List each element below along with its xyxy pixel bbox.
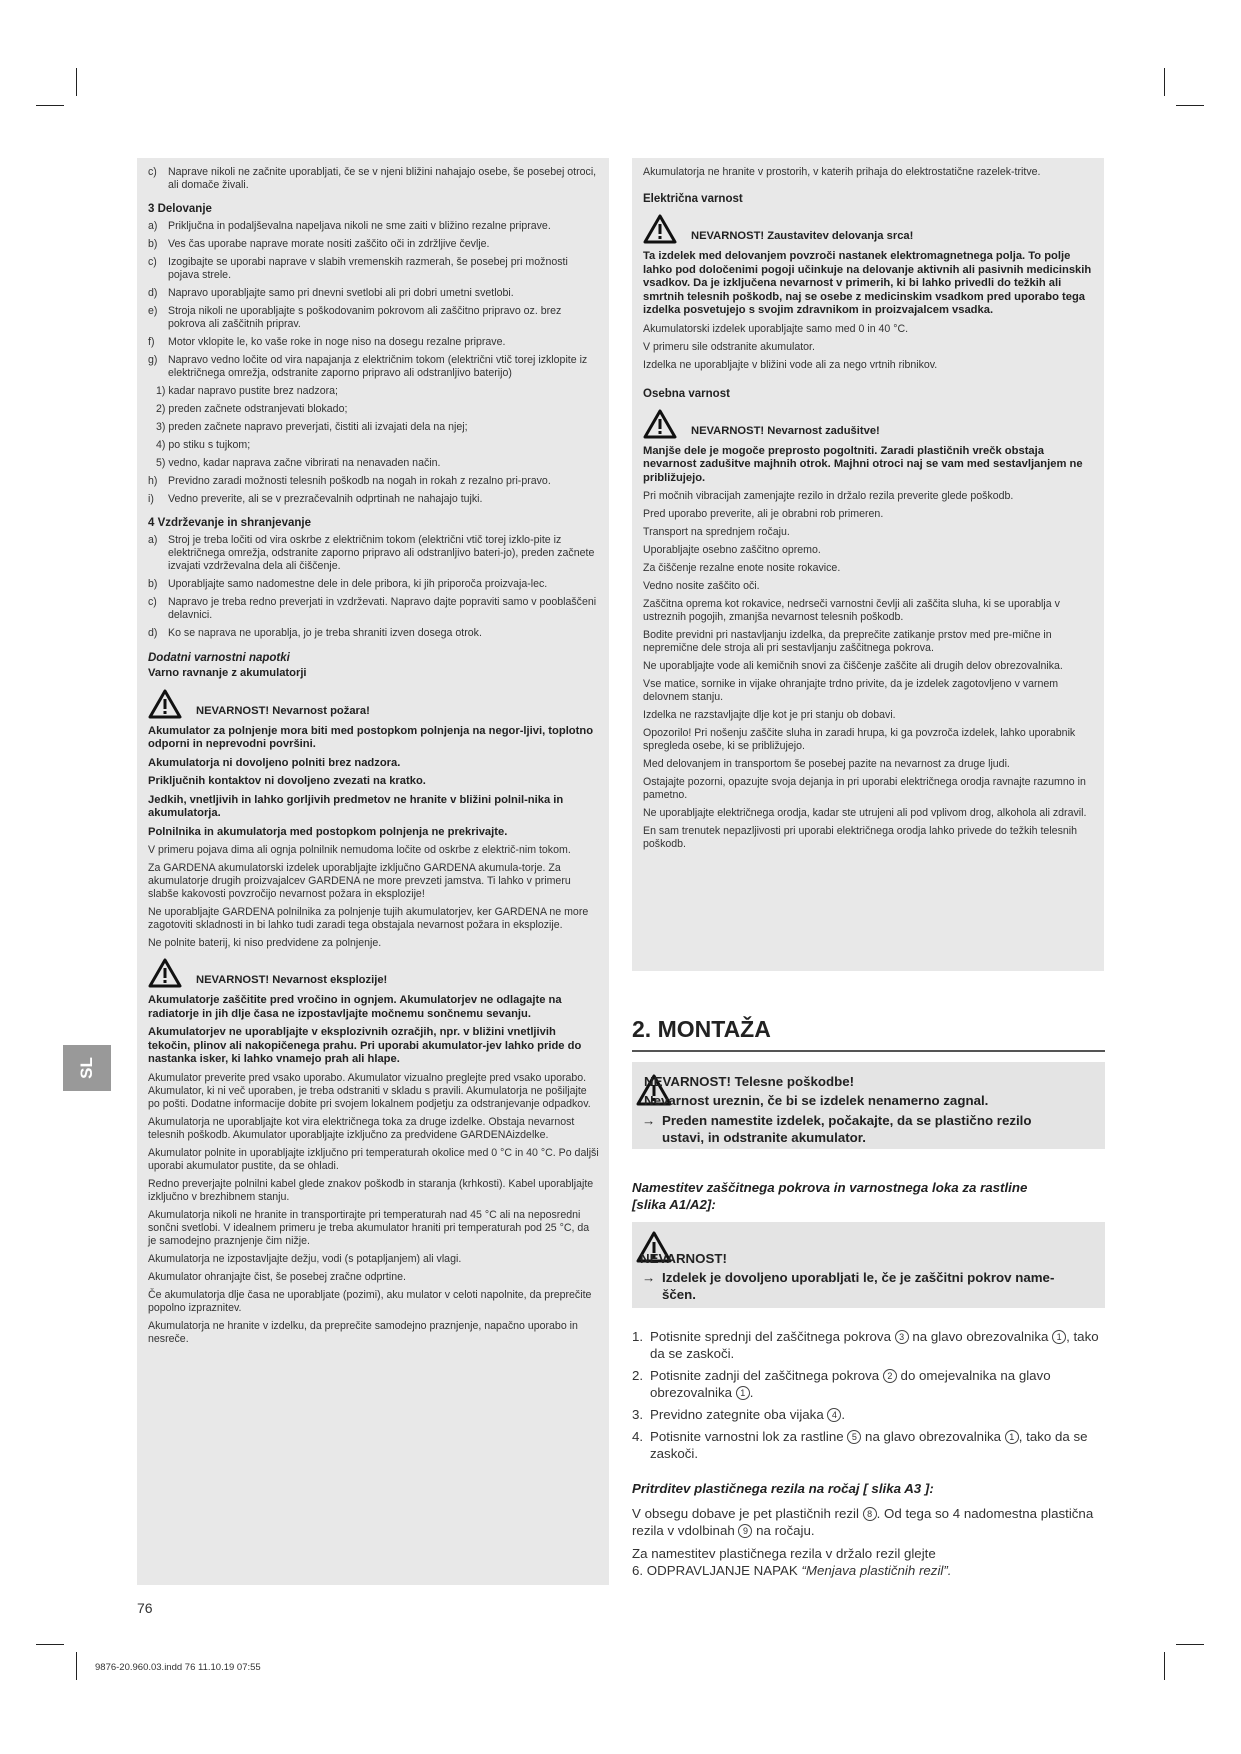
part-number: 4 bbox=[827, 1408, 841, 1422]
sub-item: 1) kadar napravo pustite brez nadzora; bbox=[156, 385, 338, 397]
paragraph: Akumulatorja ne izpostavljajte dežju, vodi (s potapljanjem) ali vlagi. bbox=[148, 1252, 462, 1265]
crop-mark bbox=[1164, 1652, 1165, 1680]
part-number: 2 bbox=[883, 1369, 897, 1383]
list-item bbox=[632, 1406, 1104, 1423]
sub-item: 2) preden začnete odstranjevati blokado; bbox=[156, 403, 348, 415]
list-item bbox=[632, 1367, 1104, 1401]
warning-text: ustavi, in odstranite akumulator. bbox=[662, 1130, 866, 1145]
warning-triangle-icon bbox=[148, 689, 182, 719]
blade-heading: Pritrditev plastičnega rezila na ročaj [ slika A3 ]: bbox=[632, 1481, 934, 1496]
paragraph bbox=[632, 1505, 1104, 1539]
section-heading: 3 Delovanje bbox=[148, 203, 212, 215]
paragraph: Za čiščenje rezalne enote nosite rokavice. bbox=[643, 562, 841, 574]
list-item: c) Izogibajte se uporabi naprave v slabih vremenskih razmerah, še posebej pri možnosti pojava strele. bbox=[148, 256, 568, 281]
paragraph: Izdelka ne razstavljajte dlje kot je pri stanju ob dobavi. bbox=[643, 709, 896, 721]
part-number: 1 bbox=[736, 1386, 750, 1400]
list-item: e) Stroja nikoli ne uporabljajte s poškodovanim pokrovom ali zaščitno pripravo oz. brez pokrova ali zaščitnih priprav. bbox=[148, 305, 562, 330]
paragraph: Akumulatorja nikoli ne hranite in transportirajte pri temperaturah nad 45 °C ali na neposredni sončni svetlobi. V idealnem primeru je treba akumulator hraniti pri temperaturah pod 25 °C, da je samodejno praznjenje čim nižje. bbox=[148, 1208, 590, 1247]
left-column bbox=[148, 166, 600, 1351]
warning-text: ščen. bbox=[662, 1287, 697, 1302]
paragraph: Ostajajte pozorni, opazujte svoja dejanja in pri uporabi električnega orodja ravnajte razumno in pametno. bbox=[643, 776, 1086, 801]
warning-text: Akumulator za polnjenje mora biti med postopkom polnjenja na negor-ljivi, toplotno odporni in neprevodni površini. bbox=[148, 724, 594, 750]
fire-warning bbox=[148, 691, 600, 721]
arrow-icon: → bbox=[642, 1113, 656, 1128]
explosion-warning bbox=[148, 960, 600, 990]
step-text: Previdno zategnite oba vijaka bbox=[650, 1407, 824, 1422]
blade-section bbox=[632, 1480, 1104, 1579]
sub-item: 5) vedno, kadar naprava začne vibrirati na nenavaden način. bbox=[156, 457, 441, 469]
sub-item: 4) po stiku s tujkom; bbox=[156, 439, 251, 451]
crop-mark bbox=[36, 1644, 64, 1645]
warning-text: Akumulatorjev ne uporabljajte v eksplozivnih ozračjih, npr. v bližini vnetljivih tekočin, plinov ali nakopičenega prahu. Pri uporabi akumulator-jev lahko pride do nastanka isker, ki lahko vnamejo prah ali hlape. bbox=[148, 1026, 582, 1065]
paragraph: Akumulatorski izdelek uporabljajte samo med 0 in 40 °C. bbox=[643, 322, 909, 335]
warning-triangle-icon bbox=[643, 214, 677, 244]
warning-text: Manjše dele je mogoče preprosto pogoltniti. Zaradi plastičnih vrečk obstaja nevarnost zadušitve majhnih otrok. Majhni otroci naj se vam med sestavljanjem ne približujejo. bbox=[643, 444, 1083, 484]
section-title: 2. MONTAŽA bbox=[632, 1016, 771, 1042]
paragraph: Opozorilo! Pri nošenju zaščite sluha in zaradi hrupa, ki ga povzroča izdelek, lahko uporabnik spregleda osebe, ki se približujejo. bbox=[643, 727, 1076, 752]
subsection-heading: Osebna varnost bbox=[643, 387, 730, 400]
warning-text: Polnilnika in akumulatorja med postopkom polnjenja ne prekrivajte. bbox=[148, 825, 508, 838]
list-item bbox=[632, 1428, 1104, 1462]
step-number: 2. bbox=[632, 1368, 644, 1383]
step-text: do omejevalnika na glavo obrezovalnika bbox=[650, 1368, 1051, 1400]
language-tab: SL bbox=[63, 1045, 111, 1091]
list-item: d) Ko se naprava ne uporablja, jo je treba shraniti izven dosega otrok. bbox=[148, 627, 482, 639]
paragraph: Ne uporabljajte električnega orodja, kadar ste utrujeni ali pod vplivom drog, alkohola ali zdravil. bbox=[643, 807, 1087, 819]
cross-reference: “Menjava plastičnih rezil”. bbox=[801, 1563, 952, 1578]
section-rule bbox=[632, 1050, 1105, 1052]
crop-mark bbox=[1176, 105, 1204, 106]
warning-text: Akumulatorje zaščitite pred vročino in ognjem. Akumulatorjev ne odlagajte na radiatorje in jih dlje časa ne izpostavljajte močnemu sončnemu sevanju. bbox=[148, 994, 562, 1020]
subsection-heading: Varno ravnanje z akumulatorji bbox=[148, 667, 307, 679]
warning-triangle-icon bbox=[643, 409, 677, 439]
step-text: na glavo obrezovalnika bbox=[865, 1429, 1002, 1444]
paragraph: Uporabljajte osebno zaščitno opremo. bbox=[643, 544, 821, 556]
electric-warning bbox=[643, 216, 1095, 246]
paragraph: Ne polnite baterij, ki niso predvidene za polnjenje. bbox=[148, 937, 382, 949]
step-text: na glavo obrezovalnika bbox=[912, 1329, 1049, 1344]
crop-mark bbox=[76, 68, 77, 96]
list-item: a) Stroj je treba ločiti od vira oskrbe z električnim tokom (električni vtič torej izklo-pite iz električnega omrežja, odstranite zaporno pripravo ali odstranljivo bateri-jo), preden začnete izvajati vzdrževalna dela ali čiščenje. bbox=[148, 534, 595, 572]
personal-warning bbox=[643, 411, 1095, 441]
install-steps bbox=[632, 1328, 1104, 1467]
warning-text: Izdelek je dovoljeno uporabljati le, če je zaščitni pokrov name- bbox=[662, 1270, 1055, 1285]
step-text: . bbox=[749, 1385, 754, 1400]
subsection-heading: Dodatni varnostni napotki bbox=[148, 652, 290, 664]
warning-text: Preden namestite izdelek, počakajte, da se plastično rezilo bbox=[662, 1113, 1032, 1128]
paragraph: Akumulator ohranjajte čist, še posebej zračne odprtine. bbox=[148, 1270, 406, 1283]
paragraph: En sam trenutek nepazljivosti pri uporabi električnega orodja lahko privede do težkih telesnih poškodb. bbox=[643, 825, 1078, 850]
warning-title: NEVARNOST! Telesne poškodbe! bbox=[644, 1074, 855, 1089]
warning-text: Nevarnost ureznin, če bi se izdelek nenamerno zagnal. bbox=[644, 1093, 989, 1108]
install-heading bbox=[632, 1179, 1104, 1213]
paragraph: Vse matice, sornike in vijake ohranjajte trdno privite, da je izdelek zagotovljeno v varnem delovnem stanju. bbox=[643, 678, 1059, 703]
part-number: 8 bbox=[863, 1507, 877, 1521]
warning-label: NEVARNOST! Nevarnost eksplozije! bbox=[196, 974, 388, 986]
paragraph: Akumulator polnite in uporabljajte izključno pri temperaturah okolice med 0 °C in 40 °C. Po daljši uporabi akumulator pustite, da se ohladi. bbox=[148, 1146, 599, 1172]
arrow-icon: → bbox=[642, 1270, 656, 1285]
step-text: Potisnite sprednji del zaščitnega pokrova bbox=[650, 1329, 891, 1344]
paragraph: Za GARDENA akumulatorski izdelek uporabljajte izključno GARDENA akumula-torje. Za akumulatorje drugih proizvajalcev GARDENA ne more prevzeti jamstva. Ti lahko v primeru slabše kakovosti povzročijo nevarnost požara in eksplozije! bbox=[148, 862, 571, 900]
warning-label: NEVARNOST! Nevarnost požara! bbox=[196, 704, 370, 717]
crop-mark bbox=[36, 105, 64, 106]
step-text: Potisnite zadnji del zaščitnega pokrova bbox=[650, 1368, 880, 1383]
paragraph-text: Za namestitev plastičnega rezila v držalo rezil glejte bbox=[632, 1546, 936, 1561]
crop-mark bbox=[76, 1652, 77, 1680]
install-heading-line: [slika A1/A2]: bbox=[632, 1197, 716, 1212]
crop-mark bbox=[1176, 1644, 1204, 1645]
page-number: 76 bbox=[137, 1600, 153, 1616]
subsection-heading: Električna varnost bbox=[643, 193, 743, 205]
paragraph: Med delovanjem in transportom še posebej pazite na nevarnost za druge ljudi. bbox=[643, 758, 1010, 770]
step-number: 1. bbox=[632, 1329, 644, 1344]
list-item: h) Previdno zaradi možnosti telesnih poškodb na nogah in rokah z rezalno pri-pravo. bbox=[148, 475, 551, 487]
warning-label: NEVARNOST! Zaustavitev delovanja srca! bbox=[691, 230, 914, 242]
list-item: a) Priključna in podaljševalna napeljava nikoli ne sme zaiti v bližino rezalne priprave. bbox=[148, 220, 551, 232]
paragraph-text: 6. ODPRAVLJANJE NAPAK bbox=[632, 1563, 802, 1578]
list-item: i) Vedno preverite, ali se v prezračevalnih odprtinah ne nahajajo tujki. bbox=[148, 493, 483, 505]
install-heading-line: Namestitev zaščitnega pokrova in varnostnega loka za rastline bbox=[632, 1180, 1028, 1195]
part-number: 1 bbox=[1052, 1330, 1066, 1344]
warning-triangle-icon bbox=[148, 958, 182, 988]
list-item: c) Naprave nikoli ne začnite uporabljati, če se v njeni bližini nahajajo osebe, še posebej otroci, ali domače živali. bbox=[148, 166, 597, 191]
danger-box bbox=[632, 1222, 1105, 1308]
paragraph: V primeru pojava dima ali ognja polnilnik nemudoma ločite od oskrbe z električ-nim tokom. bbox=[148, 844, 571, 856]
paragraph: Akumulatorja ne hranite v prostorih, v katerih prihaja do elektrostatične razelek-tritve. bbox=[643, 166, 1041, 178]
step-text: , tako da se zaskoči. bbox=[650, 1429, 1088, 1461]
paragraph: Pri močnih vibracijah zamenjajte rezilo in držalo rezila preverite glede poškodb. bbox=[643, 490, 1014, 502]
paragraph: Akumulatorja ne uporabljajte kot vira električnega toka za druge izdelke. Obstaja nevarnost telesnih poškodb. Akumulator uporabljajte izključno za predvidene GARDENAizdelke. bbox=[148, 1115, 575, 1141]
step-number: 4. bbox=[632, 1429, 644, 1444]
list-item: b) Uporabljajte samo nadomestne dele in dele pribora, ki jih priporoča proizvaja-lec. bbox=[148, 578, 548, 590]
step-number: 3. bbox=[632, 1407, 644, 1422]
warning-text: Akumulatorja ni dovoljeno polniti brez nadzora. bbox=[148, 756, 401, 769]
list-item: g) Napravo vedno ločite od vira napajanja z električnim tokom (električni vtič torej izklopite iz električnega omrežja, odstranite zaporno pripravo ali odstranljivo baterijo) bbox=[148, 354, 588, 379]
paragraph bbox=[632, 1545, 1104, 1579]
list-item: c) Napravo je treba redno preverjati in vzdrževati. Napravo dajte popraviti samo v pooblaščeni delavnici. bbox=[148, 596, 597, 621]
part-number: 5 bbox=[847, 1430, 861, 1444]
part-number: 9 bbox=[738, 1524, 752, 1538]
part-number: 1 bbox=[1005, 1430, 1019, 1444]
step-text: Potisnite varnostni lok za rastline bbox=[650, 1429, 844, 1444]
warning-title: NEVARNOST! bbox=[640, 1251, 727, 1266]
right-column bbox=[643, 166, 1095, 856]
paragraph: Akumulatorja ne hranite v izdelku, da preprečite samodejno praznjenje, napačno uporabo in nesreče. bbox=[148, 1319, 578, 1345]
paragraph: Redno preverjajte polnilni kabel glede znakov poškodb in staranja (krhkosti). Kabel uporabljajte izključno v brezhibnem stanju. bbox=[148, 1177, 594, 1203]
paragraph: Vedno nosite zaščito oči. bbox=[643, 580, 760, 592]
paragraph: Transport na sprednjem ročaju. bbox=[643, 526, 790, 538]
list-item bbox=[632, 1328, 1104, 1362]
paragraph: Bodite previdni pri nastavljanju izdelka, da preprečite zatikanje prstov med pre-mične in nepremične dele stroja ali pri sestavljanju zaščitnega pokrova. bbox=[643, 629, 1052, 654]
list-item: b) Ves čas uporabe naprave morate nositi zaščito oči in zdržljive čevlje. bbox=[148, 238, 490, 250]
paragraph: V primeru sile odstranite akumulator. bbox=[643, 340, 815, 353]
paragraph: Akumulator preverite pred vsako uporabo. Akumulator vizualno preglejte pred vsako uporabo. Akumulator, ki ni več uporaben, je treba odstraniti v skladu s pravili. Akumulatorja ne pošiljajte po pošti. Dodatne informacije dobite pri svojem lokalnem podjetju za odstranjevanje odpadkov. bbox=[148, 1071, 591, 1110]
warning-label: NEVARNOST! Nevarnost zadušitve! bbox=[691, 424, 880, 437]
paragraph: Izdelka ne uporabljajte v bližini vode ali za nego vrtnih ribnikov. bbox=[643, 358, 938, 371]
paragraph-text: na ročaju. bbox=[756, 1523, 815, 1538]
crop-mark bbox=[1164, 68, 1165, 96]
paragraph: Ne uporabljajte GARDENA polnilnika za polnjenje tujih akumulatorjev, ker GARDENA ne more zagotoviti skladnosti in bi lahko tudi zaradi tega obstajala nevarnost požara in eksplozije. bbox=[148, 906, 589, 931]
step-text: . bbox=[841, 1407, 846, 1422]
warning-text: Jedkih, vnetljivih in lahko gorljivih predmetov ne hranite v bližini polnil-nika in akumulatorja. bbox=[148, 793, 564, 819]
paragraph: Pred uporabo preverite, ali je obrabni rob primeren. bbox=[643, 508, 884, 520]
paragraph-text: V obsegu dobave je pet plastičnih rezil bbox=[632, 1506, 859, 1521]
paragraph: Zaščitna oprema kot rokavice, nedrseči varnostni čevlji ali zaščita sluha, ki se uporablja v ustreznih pogojih, zmanjša nevarnost telesnih poškodb. bbox=[643, 598, 1060, 623]
list-item: f) Motor vklopite le, ko vaše roke in noge niso na dosegu rezalne priprave. bbox=[148, 336, 506, 348]
paragraph-text: . Od tega so 4 nadomestna plastična rezila v vdolbinah bbox=[632, 1506, 1094, 1538]
list-item: d) Napravo uporabljajte samo pri dnevni svetlobi ali pri dobri umetni svetlobi. bbox=[148, 287, 514, 299]
step-text: , tako da se zaskoči. bbox=[650, 1329, 1099, 1361]
section-heading: 4 Vzdrževanje in shranjevanje bbox=[148, 517, 311, 529]
paragraph: Če akumulatorja dlje časa ne uporabljate (pozimi), aku mulator v celoti napolnite, da preprečite popolno izpraznitev. bbox=[148, 1288, 592, 1314]
warning-text: Ta izdelek med delovanjem povzroči nastanek elektromagnetnega polja. To polje lahko pod določenimi pogoji učinkuje na delovanje aktivnih ali pasivnih medicinskih vsadkov. Da je izključena nevarnost v primerih, ki bi lahko privedli do težkih ali smrtnih telesnih poškodb, naj se osebe z medicinskim vsadkom pred uporabo tega izdelka posvetujejo s svojim zdravnikom in proizvajalcem vsadka. bbox=[643, 250, 1092, 316]
part-number: 3 bbox=[895, 1330, 909, 1344]
print-footer: 9876-20.960.03.indd 76 11.10.19 07:55 bbox=[95, 1662, 261, 1673]
paragraph: Ne uporabljajte vode ali kemičnih snovi za čiščenje zaščite ali drugih delov obrezovalnika. bbox=[643, 660, 1063, 672]
warning-text: Priključnih kontaktov ni dovoljeno zvezati na kratko. bbox=[148, 775, 426, 787]
injury-warning-box bbox=[632, 1062, 1105, 1149]
sub-item: 3) preden začnete napravo preverjati, čistiti ali izvajati dela na njej; bbox=[156, 421, 468, 433]
